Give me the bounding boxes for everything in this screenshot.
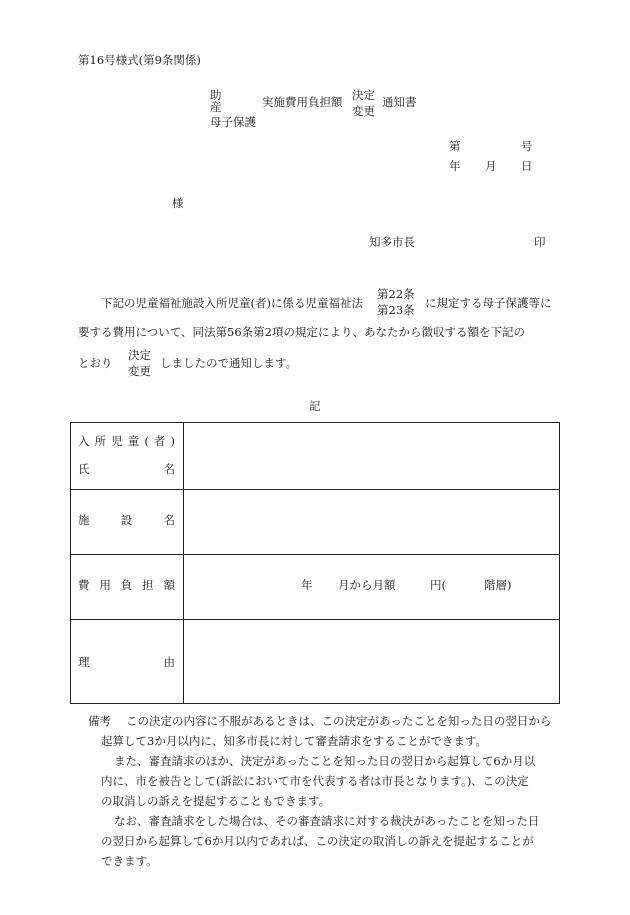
facility-label (78, 515, 175, 527)
child-label-line1-char: 者 (153, 434, 166, 448)
cost-label-char: 額 (163, 578, 175, 592)
table-row-divider (71, 489, 559, 490)
article-22: 第22条 (377, 287, 415, 301)
cost-label-char: 負 (120, 578, 133, 592)
notes-line7: の翌日から起算して6か月以内であれば、この決定の取消しの訴えを提起することが (101, 834, 534, 848)
article-options (377, 289, 415, 316)
child-label-line1-char: ) (170, 434, 175, 448)
seal-mark: 印 (534, 235, 546, 249)
cost-label-char: 担 (142, 578, 154, 592)
body-line2: 要する費用について、同法第56条第2項の規定により、あなたから徴収する額を下記の (78, 325, 525, 339)
table-label-divider (183, 423, 184, 703)
body-line3-start: とおり (78, 356, 113, 370)
child-label-line1-char: 入 (78, 434, 90, 448)
date-year: 年 (449, 159, 461, 173)
reason-label (78, 657, 175, 669)
child-label-line1-char: 童 (127, 434, 140, 448)
child-label-line2 (78, 464, 175, 476)
cost-tier: 階層) (484, 578, 512, 592)
child-label-line2-char: 氏 (78, 462, 90, 476)
title-middle: 実施費用負担額 (262, 95, 343, 109)
notes-line6: なお、審査請求をした場合は、その審査請求に対する裁決があったことを知った日 (114, 814, 540, 828)
body-line1-start: 下記の児童福祉施設入所児童(者)に係る児童福祉法 (101, 296, 363, 310)
cost-label-char: 費 (78, 578, 90, 592)
body-line3-end: しましたので通知します。 (160, 356, 298, 370)
cost-month: 月から月額 (338, 578, 396, 592)
title-action-henkou: 変更 (352, 103, 375, 118)
notes-line5: の取消しの訴えを提起することもできます。 (101, 794, 331, 808)
child-label-line1-char: 所 (94, 434, 107, 448)
form-number: 第16号様式(第9条関係) (78, 53, 201, 67)
title-kind-options (210, 90, 258, 129)
decision-henkou: 変更 (128, 363, 151, 378)
cost-yen: 円( (430, 578, 446, 592)
child-label-line1-char: 児 (111, 434, 123, 448)
cost-label-char: 用 (99, 578, 111, 592)
cost-label (78, 580, 175, 592)
reason-label-char: 理 (78, 655, 90, 669)
decision-kettei: 決定 (128, 348, 151, 362)
title-action-options (352, 90, 375, 117)
ki-heading: 記 (309, 399, 321, 413)
table-row-divider (71, 619, 559, 620)
date-day: 日 (521, 159, 533, 173)
title-kind-boshi-hogo: 母子保護 (210, 115, 256, 129)
notes-line8: できます。 (101, 854, 158, 868)
doc-number-suffix: 号 (521, 139, 533, 153)
notes-line4: 内に、市を被告として(訴訟において市を代表する者は市長となります。)、この決定 (101, 774, 529, 788)
title-kind-josan-char: 産 (210, 99, 222, 114)
table-row-divider (71, 554, 559, 555)
notes-line2: 起算して3か月以内に、知多市長に対して審査請求をすることができます。 (101, 734, 487, 748)
decision-options (128, 350, 151, 377)
addressee-honorific: 様 (172, 196, 184, 210)
notes-head: 備考 (88, 714, 111, 728)
reason-label-char: 由 (163, 655, 175, 669)
child-label-line1-char: ( (144, 434, 149, 448)
sender-name: 知多市長 (369, 235, 415, 249)
child-label-line1 (78, 436, 175, 448)
body-line1-end: に規定する母子保護等に (425, 296, 552, 310)
facility-label-char: 名 (163, 513, 175, 527)
title-kind-josan (210, 90, 258, 113)
cost-year: 年 (301, 578, 313, 592)
doc-number-prefix: 第 (449, 139, 461, 153)
notes-line1: この決定の内容に不服があるときは、この決定があったことを知った日の翌日から (126, 714, 552, 728)
article-23: 第23条 (377, 302, 415, 317)
title-action-kettei: 決定 (352, 88, 375, 102)
notes-line3: また、審査請求のほか、決定があったことを知った日の翌日から起算して6か月以 (114, 754, 536, 768)
title-kind-josan-char: 助 (210, 88, 222, 102)
facility-label-char: 施 (78, 513, 90, 527)
child-label-line2-char: 名 (163, 462, 175, 476)
title-end: 通知書 (382, 95, 417, 109)
date-month: 月 (485, 159, 497, 173)
facility-label-char: 設 (120, 513, 133, 527)
